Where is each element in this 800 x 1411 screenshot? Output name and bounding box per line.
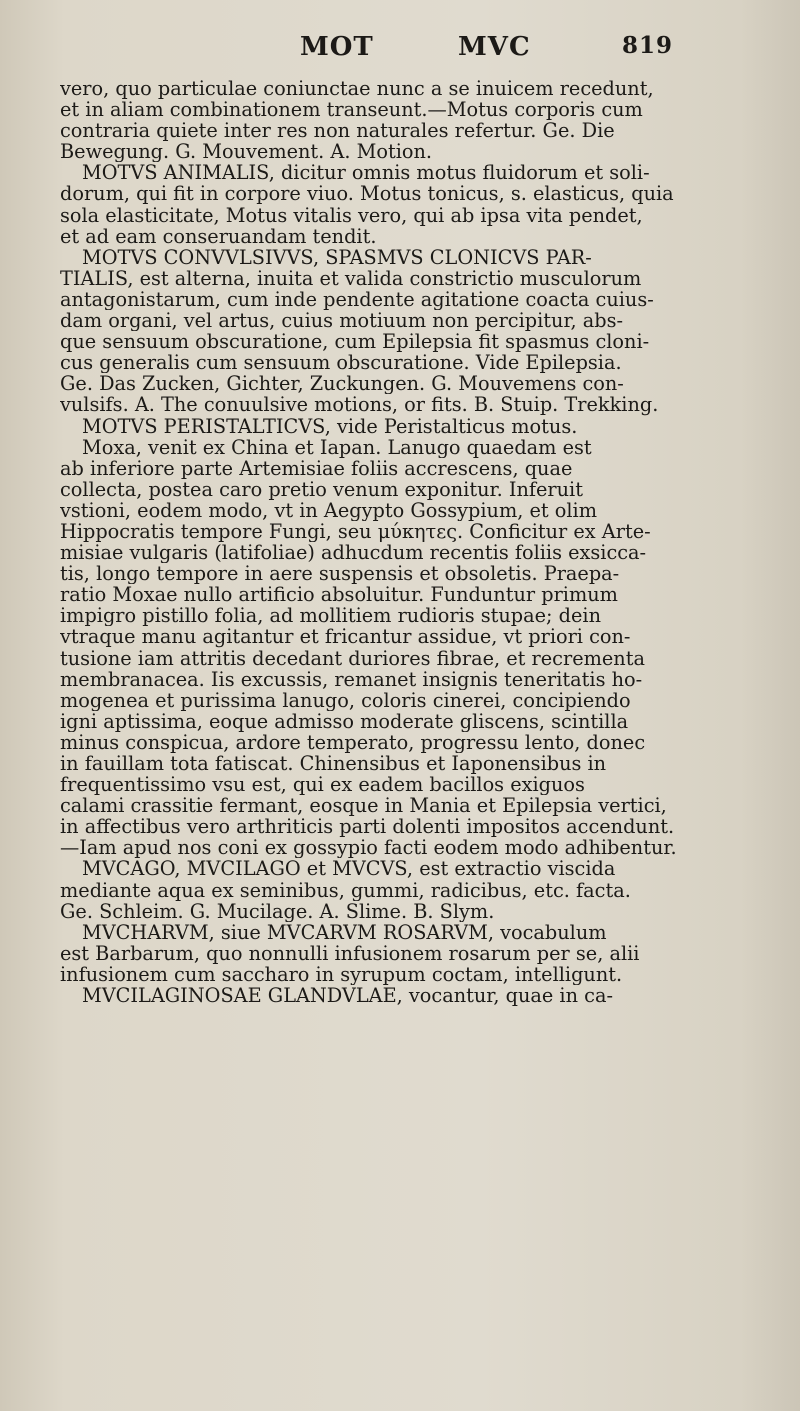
text-line: —Iam apud nos coni ex gossypio facti eodem modo adhibentur. bbox=[60, 837, 677, 859]
text-line: Hippocratis tempore Fungi, seu μύκητες. Conficitur ex Arte- bbox=[60, 520, 651, 543]
text-line: contraria quiete inter res non naturales refertur. Ge. Die bbox=[60, 120, 615, 142]
text-line: dam organi, vel artus, cuius motiuum non percipitur, abs- bbox=[60, 310, 624, 332]
text-line: vero, quo particulae coniunctae nunc a se inuicem recedunt, bbox=[60, 78, 654, 100]
text-line: vulsifs. A. The conuulsive motions, or fits. B. Stuip. Trekking. bbox=[60, 394, 659, 416]
text-line: tis, longo tempore in aere suspensis et obsoletis. Praepa- bbox=[60, 563, 620, 585]
text-line: calami crassitie fermant, eosque in Mania et Epilepsia vertici, bbox=[60, 795, 667, 817]
text-line: cus generalis cum sensuum obscuratione. Vide Epilepsia. bbox=[60, 352, 622, 374]
text-line: MOTVS CONVVLSIVVS, SPASMVS CLONICVS PAR- bbox=[82, 246, 592, 268]
text-line: que sensuum obscuratione, cum Epilepsia fit spasmus cloni- bbox=[60, 331, 650, 353]
page-number: 819 bbox=[622, 32, 674, 59]
text-line: ab inferiore parte Artemisiae foliis accrescens, quae bbox=[60, 457, 573, 479]
text-line: igni aptissima, eoque admisso moderate gliscens, scintilla bbox=[60, 710, 629, 732]
text-line: in affectibus vero arthriticis parti dolenti impositos accendunt. bbox=[60, 816, 675, 838]
text-line: vtraque manu agitantur et fricantur assidue, vt priori con- bbox=[60, 626, 631, 648]
text-line: et in aliam combinationem transeunt.—Motus corporis cum bbox=[60, 99, 643, 121]
text-line: sola elasticitate, Motus vitalis vero, qui ab ipsa vita pendet, bbox=[60, 204, 643, 226]
header-right-keyword: MVC bbox=[458, 32, 531, 62]
text-line: mogenea et purissima lanugo, coloris cinerei, concipiendo bbox=[60, 689, 631, 711]
text-line: Bewegung. G. Mouvement. A. Motion. bbox=[60, 141, 433, 163]
text-line: ratio Moxae nullo artificio absoluitur. Funduntur primum bbox=[60, 584, 618, 606]
text-line: impigro pistillo folia, ad mollitiem rudioris stupae; dein bbox=[60, 605, 602, 627]
page-edge-shadow bbox=[740, 0, 800, 1411]
text-line: antagonistarum, cum inde pendente agitatione coacta cuius- bbox=[60, 288, 654, 311]
text-line: vstioni, eodem modo, vt in Aegypto Gossypium, et olim bbox=[60, 499, 597, 521]
text-line: MVCAGO, MVCILAGO et MVCVS, est extractio viscida bbox=[82, 858, 616, 880]
text-line: minus conspicua, ardore temperato, progressu lento, donec bbox=[60, 731, 646, 753]
text-line: MOTVS ANIMALIS, dicitur omnis motus fluidorum et soli- bbox=[82, 162, 650, 184]
text-line: in fauillam tota fatiscat. Chinensibus et Iaponensibus in bbox=[60, 753, 607, 775]
header-left-keyword: MOT bbox=[300, 32, 374, 62]
text-line: infusionem cum saccharo in syrupum coctam, intelligunt. bbox=[60, 963, 623, 986]
text-line: misiae vulgaris (latifoliae) adhucdum recentis foliis exsicca- bbox=[60, 542, 647, 564]
text-line: MVCHARVM, siue MVCARVM ROSARVM, vocabulum bbox=[82, 921, 607, 943]
text-line: Ge. Schleim. G. Mucilage. A. Slime. B. Slym. bbox=[60, 900, 495, 922]
dictionary-text-body bbox=[60, 78, 725, 1006]
text-line: MOTVS PERISTALTICVS, vide Peristalticus motus. bbox=[82, 415, 578, 437]
text-line: est Barbarum, quo nonnulli infusionem rosarum per se, alii bbox=[60, 942, 640, 964]
text-line: frequentissimo vsu est, qui ex eadem bacillos exiguos bbox=[60, 774, 585, 796]
running-header bbox=[300, 32, 674, 68]
text-line: membranacea. Iis excussis, remanet insignis teneritatis ho- bbox=[60, 668, 643, 690]
text-line: Moxa, venit ex China et Iapan. Lanugo quaedam est bbox=[82, 436, 592, 458]
text-line: et ad eam conseruandam tendit. bbox=[60, 225, 377, 247]
text-line: mediante aqua ex seminibus, gummi, radicibus, etc. facta. bbox=[60, 879, 631, 901]
text-line: TIALIS, est alterna, inuita et valida constrictio musculorum bbox=[60, 267, 642, 289]
text-line: collecta, postea caro pretio venum exponitur. Inferuit bbox=[60, 478, 583, 500]
text-line: MVCILAGINOSAE GLANDVLAE, vocantur, quae in ca- bbox=[82, 985, 613, 1007]
text-line: Ge. Das Zucken, Gichter, Zuckungen. G. Mouvemens con- bbox=[60, 373, 624, 395]
text-line: tusione iam attritis decedant duriores fibrae, et recrementa bbox=[60, 647, 645, 669]
text-line: dorum, qui fit in corpore viuo. Motus tonicus, s. elasticus, quia bbox=[60, 183, 674, 205]
